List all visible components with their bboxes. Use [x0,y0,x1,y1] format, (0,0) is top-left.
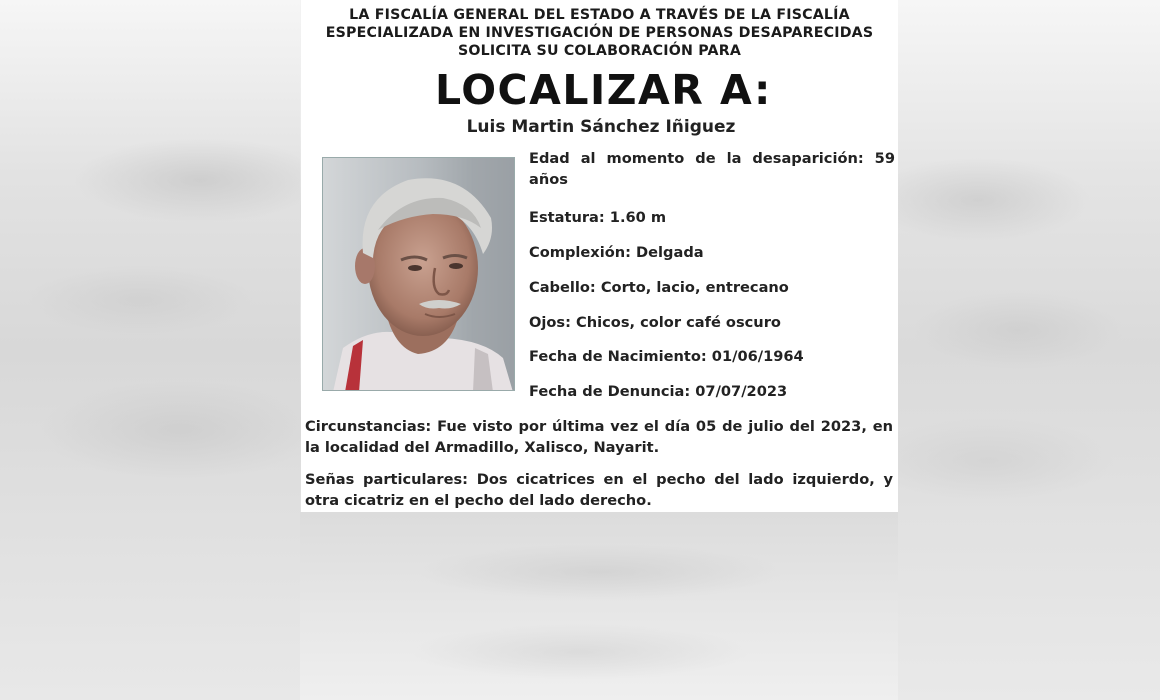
header-line-3: SOLICITA SU COLABORACIÓN PARA [457,43,742,59]
blurred-background-left [0,0,300,700]
blurred-background-right [898,0,1160,700]
detail-birth-date: Fecha de Nacimiento: 01/06/1964 [529,348,804,365]
distinguishing-marks-text: Señas particulares: Dos cicatrices en el pecho del lado izquierdo, y otra cicatriz en el pecho del lado derecho. [305,471,893,509]
detail-age: Edad al momento de la desaparición: 59 años [529,150,895,188]
detail-report-date: Fecha de Denuncia: 07/07/2023 [529,383,788,400]
detail-eyes: Ojos: Chicos, color café oscuro [529,314,781,331]
person-photo [322,157,515,391]
header-line-2: ESPECIALIZADA EN INVESTIGACIÓN DE PERSONAS DESAPARECIDAS [325,25,874,41]
detail-hair: Cabello: Corto, lacio, entrecano [529,279,789,296]
person-photo-illustration [323,158,515,391]
missing-person-poster [301,0,898,512]
blurred-background-bottom [300,512,898,700]
poster-headline: LOCALIZAR A: [435,66,772,114]
person-name: Luis Martin Sánchez Iñiguez [466,117,736,137]
poster-header [301,6,898,60]
detail-height: Estatura: 1.60 m [529,209,667,226]
detail-build: Complexión: Delgada [529,244,704,261]
circumstances-text: Circunstancias: Fue visto por última vez el día 05 de julio del 2023, en la localidad del Armadillo, Xalisco, Nayarit. [305,418,893,456]
header-line-1: LA FISCALÍA GENERAL DEL ESTADO A TRAVÉS DE LA FISCALÍA [349,7,850,23]
